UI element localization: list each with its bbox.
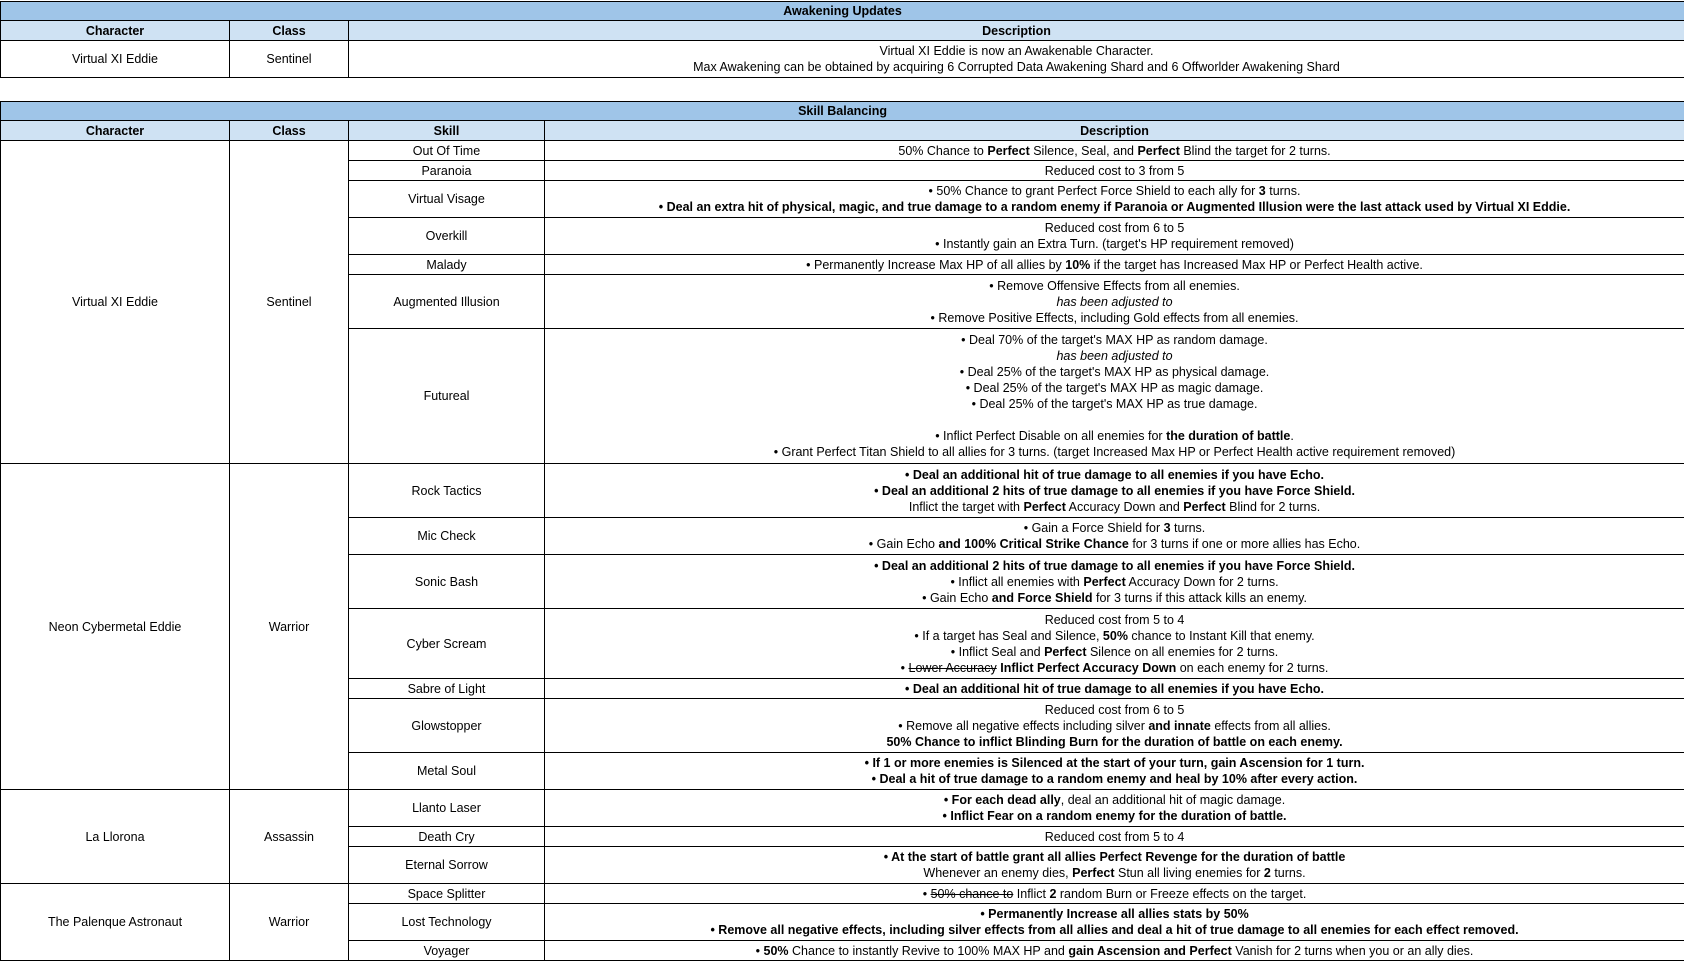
skill-cell: Malady [349, 255, 545, 275]
description-segment: • Deal 25% of the target's MAX HP as true damage. [971, 397, 1258, 411]
description-cell [545, 699, 1684, 753]
description-line [548, 718, 1681, 734]
description-segment: Perfect [987, 143, 1030, 158]
description-segment: Perfect [1044, 644, 1087, 659]
description-line [548, 220, 1681, 236]
description-line [548, 520, 1681, 536]
description-line [548, 792, 1681, 808]
description-segment: . [1290, 429, 1294, 443]
awakening-line: Max Awakening can be obtained by acquiring 6 Corrupted Data Awakening Shard and 6 Offworlder Awakening Shard [693, 60, 1340, 74]
description-segment: for 3 turns if one or more allies has Echo. [1128, 537, 1361, 551]
description-segment: • Remove Offensive Effects from all enemies. [989, 278, 1240, 293]
description-segment: Accuracy Down and [1065, 499, 1184, 514]
character-cell: La Llorona [1, 790, 230, 884]
skill-cell: Sabre of Light [349, 679, 545, 699]
description-segment: • If 1 or more enemies is Silenced at the start of your turn, gain Ascension for 1 turn. [864, 756, 1365, 770]
skill-cell: Augmented Illusion [349, 275, 545, 329]
description-segment: • At the start of battle grant all allies Perfect Revenge for the duration of battle [883, 850, 1346, 864]
description-segment: random Burn or Freeze effects on the target. [1056, 886, 1307, 901]
description-segment: • Gain Echo [922, 590, 992, 605]
description-cell [545, 518, 1684, 555]
description-line [548, 467, 1681, 483]
description-segment: , deal an additional hit of magic damage. [1060, 793, 1286, 807]
description-cell [545, 884, 1684, 904]
description-segment: • Inflict Seal and [950, 644, 1045, 659]
description-line [548, 628, 1681, 644]
description-line [548, 278, 1681, 294]
description-segment: • If a target has Seal and Silence, [914, 628, 1103, 643]
description-line [548, 755, 1681, 771]
description-line [548, 364, 1681, 380]
description-segment: • [755, 943, 764, 958]
description-line [548, 183, 1681, 199]
description-cell [545, 679, 1684, 699]
description-segment: turns. [1265, 184, 1301, 198]
description-segment: Perfect [1183, 499, 1226, 514]
skill-cell: Paranoia [349, 161, 545, 181]
description-segment: • Permanently Increase Max HP of all allies by [806, 257, 1066, 272]
description-line [548, 536, 1681, 552]
description-segment: • Deal 70% of the target's MAX HP as random damage. [961, 333, 1268, 347]
description-segment: • Inflict Fear on a random enemy for the duration of battle. [942, 809, 1287, 823]
character-cell: The Palenque Astronaut [1, 884, 230, 961]
description-segment: and Force Shield [991, 590, 1093, 605]
description-segment: 2 [1049, 886, 1057, 901]
description-line [548, 865, 1681, 881]
description-cell [545, 790, 1684, 827]
description-segment: Silence on all enemies for 2 turns. [1086, 644, 1279, 659]
description-cell [545, 847, 1684, 884]
description-line [548, 294, 1681, 310]
description-segment: has been adjusted to [1056, 294, 1173, 309]
header-description: Description [545, 121, 1684, 141]
class-cell: Sentinel [230, 141, 349, 464]
description-line [548, 396, 1681, 412]
awakening-updates-table [0, 1, 1684, 78]
description-segment: • 50% Chance to grant Perfect Force Shield to each ally for [928, 184, 1259, 198]
description-segment: gain Ascension and Perfect [1068, 943, 1232, 958]
skill-cell: Out Of Time [349, 141, 545, 161]
description-segment: Perfect [1137, 143, 1180, 158]
description-segment: • Deal 25% of the target's MAX HP as physical damage. [959, 365, 1270, 379]
description-cell [545, 941, 1684, 961]
description-line [548, 310, 1681, 326]
skill-cell: Rock Tactics [349, 464, 545, 518]
description-segment: Inflict the target with [908, 499, 1024, 514]
description-cell [545, 904, 1684, 941]
awakening-character: Virtual XI Eddie [1, 41, 230, 78]
description-segment: on each enemy for 2 turns. [1176, 660, 1329, 675]
header-character: Character [1, 21, 230, 41]
description-cell [545, 464, 1684, 518]
awakening-line: Virtual XI Eddie is now an Awakenable Character. [879, 44, 1154, 58]
description-cell [545, 555, 1684, 609]
class-cell: Assassin [230, 790, 349, 884]
description-segment: 2 [1263, 866, 1271, 880]
description-segment: Inflict [1013, 886, 1050, 901]
description-segment: • Deal 25% of the target's MAX HP as magic damage. [965, 381, 1264, 395]
skill-cell: Cyber Scream [349, 609, 545, 679]
skill-cell: Sonic Bash [349, 555, 545, 609]
description-segment: Reduced cost from 5 to 4 [1044, 829, 1185, 844]
description-line [548, 143, 1681, 159]
description-segment: the duration of battle [1166, 429, 1291, 443]
description-line [548, 644, 1681, 660]
description-segment: • Deal an additional 2 hits of true damage to all enemies if you have Force Shield. [874, 558, 1355, 573]
description-line [548, 829, 1681, 845]
description-line [548, 906, 1681, 922]
skill-cell: Llanto Laser [349, 790, 545, 827]
description-segment: and innate [1148, 718, 1211, 733]
description-segment: • Remove all negative effects, including silver effects from all allies and deal a hit of true damage to all enemies for each effect removed. [710, 923, 1519, 937]
description-segment: • Instantly gain an Extra Turn. (target's HP requirement removed) [935, 237, 1294, 251]
description-segment: Reduced cost from 6 to 5 [1044, 702, 1185, 717]
description-segment: Inflict Perfect Accuracy Down [1000, 660, 1177, 675]
skill-cell: Glowstopper [349, 699, 545, 753]
description-segment: Blind the target for 2 turns. [1179, 143, 1331, 158]
awakening-description [349, 41, 1684, 78]
description-segment: • [900, 660, 909, 675]
table-row [1, 790, 1684, 827]
description-segment: Reduced cost from 6 to 5 [1044, 221, 1185, 235]
description-segment: Chance to instantly Revive to 100% MAX HP and [788, 943, 1069, 958]
skill-cell: Lost Technology [349, 904, 545, 941]
header-character: Character [1, 121, 230, 141]
skill-rows [1, 141, 1684, 961]
skill-balancing-table [0, 101, 1684, 961]
description-line [548, 590, 1681, 606]
description-line [548, 163, 1681, 179]
header-class: Class [230, 121, 349, 141]
description-segment: 50% chance to [930, 886, 1014, 901]
description-line [548, 558, 1681, 574]
description-segment: • Grant Perfect Titan Shield to all allies for 3 turns. (target Increased Max HP or Perfect Health active requirement removed) [773, 445, 1456, 459]
description-segment: Perfect [1023, 499, 1066, 514]
header-skill: Skill [349, 121, 545, 141]
description-segment: Stun all living enemies for [1114, 866, 1264, 880]
skill-cell: Voyager [349, 941, 545, 961]
description-line [548, 849, 1681, 865]
description-segment: • Deal an additional 2 hits of true damage to all enemies if you have Force Shield. [874, 483, 1355, 498]
skill-cell: Metal Soul [349, 753, 545, 790]
character-cell: Neon Cybermetal Eddie [1, 464, 230, 790]
description-cell [545, 218, 1684, 255]
description-line [548, 332, 1681, 348]
description-line [548, 702, 1681, 718]
skill-cell: Death Cry [349, 827, 545, 847]
skill-cell: Virtual Visage [349, 181, 545, 218]
description-line [548, 483, 1681, 499]
skill-balancing-title: Skill Balancing [1, 102, 1684, 121]
description-segment: 50% [1102, 628, 1128, 643]
description-cell [545, 827, 1684, 847]
description-line [548, 681, 1681, 697]
header-class: Class [230, 21, 349, 41]
description-line [548, 499, 1681, 515]
skill-cell: Futureal [349, 329, 545, 464]
description-segment: 50% [763, 943, 789, 958]
description-segment: • Inflict all enemies with [950, 574, 1084, 589]
description-segment: • Gain Echo [868, 537, 939, 551]
description-segment: for 3 turns if this attack kills an enemy. [1092, 590, 1307, 605]
description-line [548, 412, 1681, 428]
description-segment: Whenever an enemy dies, [923, 866, 1073, 880]
description-line [548, 922, 1681, 938]
description-line [548, 808, 1681, 824]
description-segment: Lower Accuracy [908, 660, 997, 675]
description-segment: • Deal an additional hit of true damage to all enemies if you have Echo. [904, 681, 1325, 696]
description-segment: • Deal an additional hit of true damage to all enemies if you have Echo. [904, 467, 1325, 482]
description-segment: • Remove Positive Effects, including Gold effects from all enemies. [930, 310, 1299, 325]
table-row [1, 464, 1684, 518]
description-line [548, 734, 1681, 750]
description-segment: 3 [1163, 521, 1171, 535]
description-cell [545, 255, 1684, 275]
description-cell [545, 181, 1684, 218]
description-segment: 10% [1065, 257, 1091, 272]
table-row [1, 884, 1684, 904]
header-description: Description [349, 21, 1684, 41]
description-segment: Vanish for 2 turns when you or an ally dies. [1231, 943, 1474, 958]
awakening-class: Sentinel [230, 41, 349, 78]
description-segment: Perfect [1083, 574, 1126, 589]
description-line [548, 612, 1681, 628]
skill-cell: Space Splitter [349, 884, 545, 904]
description-cell [545, 161, 1684, 181]
description-segment: Perfect [1072, 866, 1115, 880]
class-cell: Warrior [230, 884, 349, 961]
skill-cell: Eternal Sorrow [349, 847, 545, 884]
description-segment: 3 [1258, 184, 1266, 198]
description-segment: • Deal an extra hit of physical, magic, and true damage to a random enemy if Paranoia or Augmented Illusion were the last attack used by Virtual XI Eddie. [658, 200, 1571, 214]
description-segment: • For each dead ally [943, 793, 1061, 807]
description-segment: if the target has Increased Max HP or Perfect Health active. [1090, 257, 1423, 272]
description-line [548, 348, 1681, 364]
description-line [548, 236, 1681, 252]
table-row [1, 141, 1684, 161]
skill-cell: Mic Check [349, 518, 545, 555]
description-segment: chance to Instant Kill that enemy. [1127, 628, 1315, 643]
description-line [548, 257, 1681, 273]
skill-cell: Overkill [349, 218, 545, 255]
description-line [548, 660, 1681, 676]
description-line [548, 428, 1681, 444]
description-cell [545, 753, 1684, 790]
description-segment: effects from all allies. [1210, 718, 1331, 733]
description-segment: Accuracy Down for 2 turns. [1125, 574, 1279, 589]
description-segment: Silence, Seal, and [1029, 143, 1138, 158]
description-segment: Reduced cost to 3 from 5 [1044, 163, 1185, 178]
description-line [548, 380, 1681, 396]
description-segment: turns. [1270, 866, 1306, 880]
description-line [548, 771, 1681, 787]
description-segment: • Inflict Perfect Disable on all enemies for [935, 429, 1167, 443]
description-segment: turns. [1170, 521, 1206, 535]
description-segment: Blind for 2 turns. [1225, 499, 1321, 514]
description-segment: • [922, 886, 931, 901]
awakening-title: Awakening Updates [1, 2, 1684, 21]
description-segment: 50% Chance to [898, 143, 988, 158]
description-line [548, 199, 1681, 215]
character-cell: Virtual XI Eddie [1, 141, 230, 464]
description-segment: and 100% Critical Strike Chance [938, 537, 1129, 551]
description-segment: • Deal a hit of true damage to a random enemy and heal by 10% after every action. [871, 772, 1358, 786]
description-cell [545, 329, 1684, 464]
description-segment: has been adjusted to [1056, 349, 1173, 363]
description-cell [545, 609, 1684, 679]
description-segment: • Permanently Increase all allies stats by 50% [980, 907, 1249, 921]
description-cell [545, 141, 1684, 161]
description-segment: • Remove all negative effects including silver [898, 718, 1149, 733]
description-line [548, 943, 1681, 959]
class-cell: Warrior [230, 464, 349, 790]
description-line [548, 444, 1681, 460]
description-cell [545, 275, 1684, 329]
description-segment: Reduced cost from 5 to 4 [1044, 612, 1185, 627]
description-line [548, 574, 1681, 590]
description-segment: • Gain a Force Shield for [1023, 521, 1164, 535]
description-segment: 50% Chance to inflict Blinding Burn for the duration of battle on each enemy. [886, 734, 1343, 749]
description-line [548, 886, 1681, 902]
